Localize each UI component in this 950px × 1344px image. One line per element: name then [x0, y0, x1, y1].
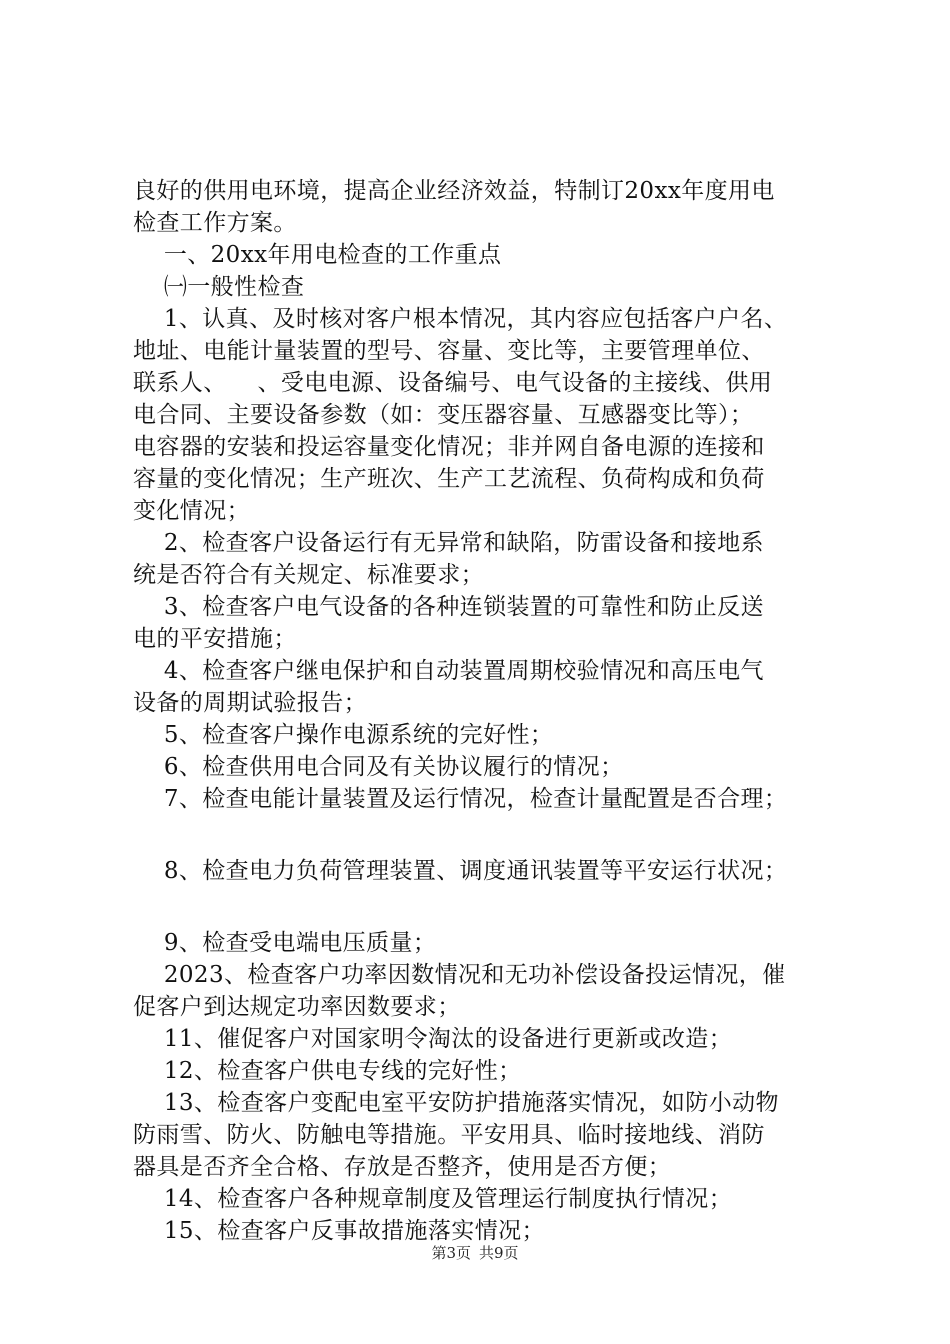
subsection-heading: ㈠一般性检查: [133, 274, 305, 300]
text-line: 电的平安措施；: [133, 626, 297, 652]
list-item-text: 7、检查电能计量装置及运行情况，检查计量配置是否合理；: [133, 786, 788, 812]
list-item-text: 15、检查客户反事故措施落实情况；: [133, 1218, 545, 1244]
text-line: 统是否符合有关规定、标准要求；: [133, 562, 484, 588]
text-line: 防雨雪、防火、防触电等措施。平安用具、临时接地线、消防: [133, 1122, 765, 1148]
page-total: 共9页: [479, 1244, 519, 1262]
list-item-text: 2023、检查客户功率因数情况和无功补偿设备投运情况，催: [133, 962, 786, 988]
text-line: 设备的周期试验报告；: [133, 690, 367, 716]
text-line: 器具是否齐全合格、存放是否整齐，使用是否方便；: [133, 1154, 672, 1180]
text-line: 促客户到达规定功率因数要求；: [133, 994, 461, 1020]
section-heading: 一、20xx年用电检查的工作重点: [133, 242, 502, 268]
text-line: 电合同、主要设备参数（如：变压器容量、互感器变比等）；: [133, 402, 754, 428]
list-item-text: 1、认真、及时核对客户根本情况，其内容应包括客户户名、: [133, 306, 788, 332]
text-line: 变化情况；: [133, 498, 250, 524]
text-line: 良好的供用电环境，提高企业经济效益，特制订20xx年度用电: [133, 178, 775, 204]
text-line: 容量的变化情况；生产班次、生产工艺流程、负荷构成和负荷: [133, 466, 765, 492]
list-item-text: 13、检查客户变配电室平安防护措施落实情况，如防小动物: [133, 1090, 779, 1116]
list-item-text: 9、检查受电端电压质量；: [133, 930, 437, 956]
list-item-text: 12、检查客户供电专线的完好性；: [133, 1058, 522, 1084]
list-item-text: 3、检查客户电气设备的各种连锁装置的可靠性和防止反送: [133, 594, 764, 620]
list-item-text: 8、检查电力负荷管理装置、调度通讯装置等平安运行状况；: [133, 858, 788, 884]
list-item-text: 14、检查客户各种规章制度及管理运行制度执行情况；: [133, 1186, 733, 1212]
list-item-text: 5、检查客户操作电源系统的完好性；: [133, 722, 554, 748]
list-item-text: 4、检查客户继电保护和自动装置周期校验情况和高压电气: [133, 658, 764, 684]
text-line: 联系人、 、受电电源、设备编号、电气设备的主接线、供用: [133, 370, 773, 396]
text-line: 电容器的安装和投运容量变化情况；非并网自备电源的连接和: [133, 434, 765, 460]
document-body: [133, 175, 843, 1247]
page-footer: [0, 1243, 950, 1263]
text-line: 检查工作方案。: [133, 210, 297, 236]
list-item-text: 6、检查供用电合同及有关协议履行的情况；: [133, 754, 624, 780]
list-item-text: 11、催促客户对国家明令淘汰的设备进行更新或改造；: [133, 1026, 733, 1052]
page-number: 第3页: [431, 1244, 471, 1262]
list-item-text: 2、检查客户设备运行有无异常和缺陷，防雷设备和接地系: [133, 530, 764, 556]
text-line: 地址、电能计量装置的型号、容量、变比等，主要管理单位、: [133, 338, 765, 364]
